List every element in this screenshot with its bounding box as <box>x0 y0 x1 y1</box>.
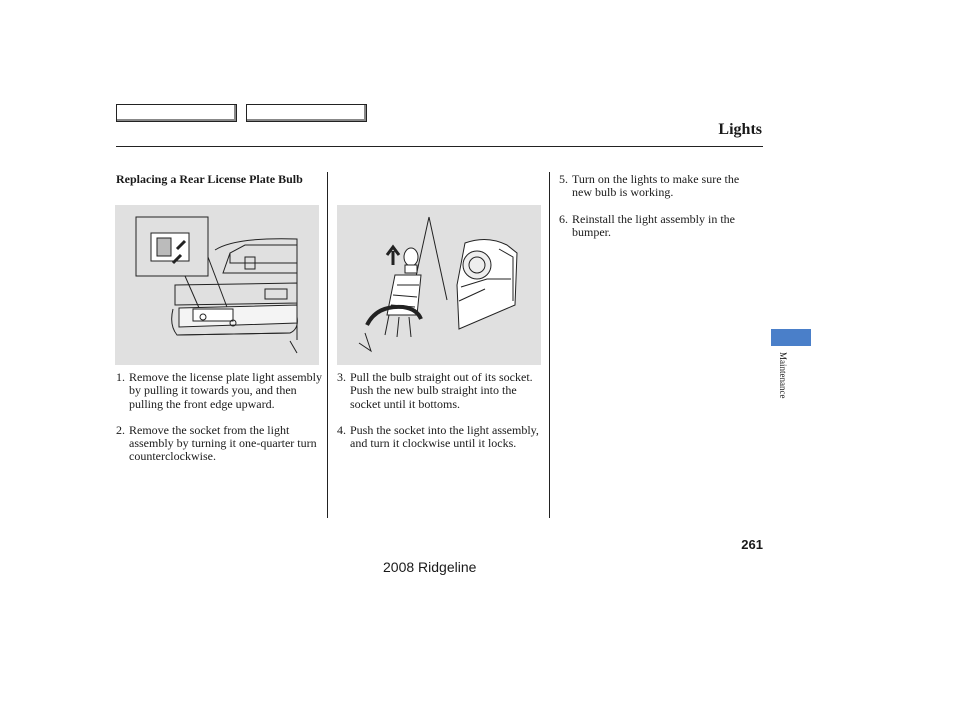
page-title: Lights <box>718 121 762 138</box>
step-number: 1. <box>116 370 125 384</box>
step-number: 6. <box>559 211 568 226</box>
step-number: 3. <box>337 370 346 384</box>
step-text: Remove the socket from the light assembly by turning it one-quarter turn counterclockwise. <box>129 422 317 464</box>
step-number: 4. <box>337 422 346 437</box>
header-rule <box>116 146 763 147</box>
step-text: Remove the license plate light assembly by pulling it towards you, and then pulling the front edge upward. <box>129 370 322 411</box>
section-tab-label: Maintenance <box>778 352 788 399</box>
bulb-socket-drawing <box>337 205 541 365</box>
steps-column-2 <box>337 371 543 463</box>
step-text: Turn on the lights to make sure the new bulb is working. <box>572 172 740 200</box>
step-text: Pull the bulb straight out of its socket. Push the new bulb straight into the socket until it bottoms. <box>350 370 533 411</box>
section-tab-marker <box>771 329 811 346</box>
step-6 <box>559 213 761 240</box>
step-number: 2. <box>116 422 125 437</box>
truck-rear-drawing <box>115 205 319 365</box>
section-heading: Replacing a Rear License Plate Bulb <box>116 172 303 186</box>
column-divider-2 <box>549 172 550 518</box>
footer-model-name: 2008 Ridgeline <box>383 559 477 575</box>
page-number: 261 <box>741 537 763 552</box>
column-divider-1 <box>327 172 328 518</box>
bulb-socket-illustration <box>337 205 541 365</box>
step-text: Push the socket into the light assembly, and turn it clockwise until it locks. <box>350 422 539 451</box>
step-3 <box>337 371 543 411</box>
truck-tailgate-illustration <box>115 205 319 365</box>
step-text: Reinstall the light assembly in the bumper. <box>572 211 735 239</box>
nav-button-1[interactable] <box>116 104 237 122</box>
steps-column-3 <box>559 173 761 252</box>
step-number: 5. <box>559 172 568 186</box>
step-4 <box>337 424 543 451</box>
steps-column-1 <box>116 371 322 477</box>
step-2 <box>116 424 322 464</box>
nav-button-2[interactable] <box>246 104 367 122</box>
step-1 <box>116 371 322 411</box>
step-5 <box>559 173 761 200</box>
